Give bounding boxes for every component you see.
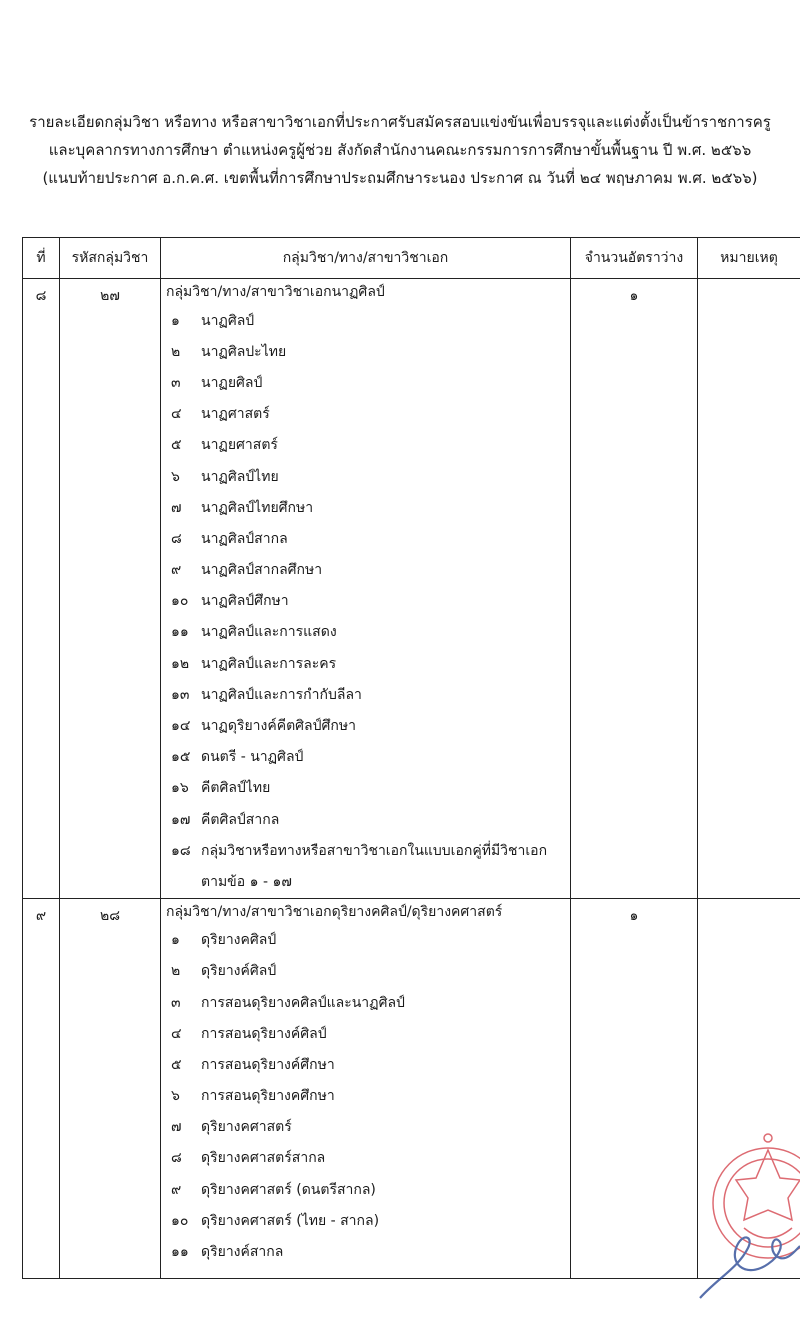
item-number: ๑๑: [161, 1241, 201, 1263]
list-item: [161, 1236, 570, 1267]
list-item: [161, 1174, 570, 1205]
item-number: ๗: [161, 497, 201, 519]
item-number: ๑๘: [161, 840, 201, 862]
item-number: ๘: [161, 1147, 201, 1169]
row-code: ๒๘: [60, 898, 161, 1278]
list-item: [161, 555, 570, 586]
row-subject: [161, 279, 571, 899]
row-code: ๒๗: [60, 279, 161, 899]
item-number: ๑๐: [161, 590, 201, 612]
list-item: [161, 430, 570, 461]
item-label: การสอนดุริยางค์ศิลป์: [201, 1023, 570, 1045]
item-number: ๑๓: [161, 684, 201, 706]
group-title: กลุ่มวิชา/ทาง/สาขาวิชาเอกดุริยางคศิลป์/ดุริยางคศาสตร์: [161, 899, 570, 925]
item-label: นาฏศาสตร์: [201, 403, 570, 425]
item-label: การสอนดุริยางค์ศึกษา: [201, 1054, 570, 1076]
item-number: ๓: [161, 372, 201, 394]
header-line-1: รายละเอียดกลุ่มวิชา หรือทาง หรือสาขาวิชาเอกที่ประกาศรับสมัครสอบแข่งขันเพื่อบรรจุและแต่งตั้งเป็นข้าราชการครู: [0, 108, 800, 136]
list-item: [161, 1143, 570, 1174]
list-item: [161, 1018, 570, 1049]
item-number: ๑๖: [161, 777, 201, 799]
header-no: ที่: [23, 238, 60, 279]
item-number: ๒: [161, 341, 201, 363]
item-label: นาฏศิลป์ไทย: [201, 466, 570, 488]
row-remarks: [698, 279, 800, 899]
item-label: นาฏดุริยางค์คีตศิลป์ศึกษา: [201, 715, 570, 737]
item-label: คีตศิลป์ไทย: [201, 777, 570, 799]
list-item: [161, 1205, 570, 1236]
seal-banner: [744, 1228, 792, 1238]
document-header: [0, 108, 800, 192]
list-item: [161, 492, 570, 523]
item-label: นาฏศิลปะไทย: [201, 341, 570, 363]
list-item: [161, 461, 570, 492]
table-header-row: [23, 238, 800, 279]
item-label: ดุริยางคศาสตร์สากล: [201, 1147, 570, 1169]
seal-outer-ring: [713, 1148, 800, 1258]
item-label: ดุริยางคศาสตร์: [201, 1116, 570, 1138]
item-label: นาฏยศิลป์: [201, 372, 570, 394]
item-label: ดนตรี - นาฏศิลป์: [201, 746, 570, 768]
list-item: [161, 1112, 570, 1143]
list-item: [161, 804, 570, 835]
item-number: ๙: [161, 559, 201, 581]
item-label: ดุริยางคศิลป์: [201, 929, 570, 951]
item-label: นาฏศิลป์ไทยศึกษา: [201, 497, 570, 519]
list-item: [161, 586, 570, 617]
list-item: [161, 987, 570, 1018]
header-vacancies: จำนวนอัตราว่าง: [571, 238, 698, 279]
item-number: ๕: [161, 1054, 201, 1076]
item-label: นาฏศิลป์และการแสดง: [201, 621, 570, 643]
seal-finial: [764, 1134, 772, 1142]
header-remarks: หมายเหตุ: [698, 238, 800, 279]
item-label: ดุริยางคศาสตร์ (ไทย - สากล): [201, 1210, 570, 1232]
list-item: [161, 336, 570, 367]
list-item: [161, 648, 570, 679]
seal-icon: [688, 1128, 800, 1314]
row-subject: [161, 898, 571, 1278]
item-number: ๑: [161, 310, 201, 332]
item-label: นาฏศิลป์และการกำกับลีลา: [201, 684, 570, 706]
item-number: ๑๑: [161, 621, 201, 643]
item-label: ดุริยางคศาสตร์ (ดนตรีสากล): [201, 1179, 570, 1201]
item-number: ๑๒: [161, 653, 201, 675]
seal-crest: [736, 1150, 800, 1220]
list-item: [161, 399, 570, 430]
group-title: กลุ่มวิชา/ทาง/สาขาวิชาเอกนาฏศิลป์: [161, 279, 570, 305]
list-item: [161, 617, 570, 648]
list-item: [161, 1081, 570, 1112]
list-item: [161, 1049, 570, 1080]
item-label: การสอนดุริยางคศึกษา: [201, 1085, 570, 1107]
row-vacancies: ๑: [571, 279, 698, 899]
item-number: ๑: [161, 929, 201, 951]
item-number: ๓: [161, 992, 201, 1014]
seal-emblem: [713, 1134, 800, 1258]
item-number: ๖: [161, 1085, 201, 1107]
list-item: [161, 710, 570, 741]
list-item: [161, 956, 570, 987]
item-label: คีตศิลป์สากล: [201, 809, 570, 831]
item-number: ๒: [161, 960, 201, 982]
item-label: นาฏศิลป์ศึกษา: [201, 590, 570, 612]
list-item: [161, 679, 570, 710]
signature-stroke: [700, 1237, 800, 1298]
list-item: [161, 523, 570, 554]
item-number: ๔: [161, 403, 201, 425]
table-row: [23, 898, 800, 1278]
item-label: นาฏศิลป์สากลศึกษา: [201, 559, 570, 581]
item-number: ๘: [161, 528, 201, 550]
header-line-2: และบุคลากรทางการศึกษา ตำแหน่งครูผู้ช่วย สังกัดสำนักงานคณะกรรมการการศึกษาขั้นพื้นฐาน ปี พ.ศ. ๒๕๖๖: [0, 136, 800, 164]
list-item: [161, 305, 570, 336]
item-number: ๔: [161, 1023, 201, 1045]
list-item: [161, 367, 570, 398]
header-subject: กลุ่มวิชา/ทาง/สาขาวิชาเอก: [161, 238, 571, 279]
item-label: นาฏยศาสตร์: [201, 434, 570, 456]
item-number: ๖: [161, 466, 201, 488]
table-row: [23, 279, 800, 899]
row-vacancies: ๑: [571, 898, 698, 1278]
item-number: ๗: [161, 1116, 201, 1138]
list-item-continuation: [161, 866, 570, 897]
list-item: [161, 925, 570, 956]
item-label: ตามข้อ ๑ - ๑๗: [161, 871, 570, 893]
item-number: ๕: [161, 434, 201, 456]
item-number: ๑๕: [161, 746, 201, 768]
item-label: นาฏศิลป์และการละคร: [201, 653, 570, 675]
row-no: ๘: [23, 279, 60, 899]
header-code: รหัสกลุ่มวิชา: [60, 238, 161, 279]
item-number: ๑๐: [161, 1210, 201, 1232]
official-seal-stamp: [688, 1128, 800, 1314]
item-label: กลุ่มวิชาหรือทางหรือสาขาวิชาเอกในแบบเอกคู่ที่มีวิชาเอก: [201, 840, 570, 862]
list-item: [161, 835, 570, 866]
item-number: ๑๗: [161, 809, 201, 831]
row-no: ๙: [23, 898, 60, 1278]
item-number: ๙: [161, 1179, 201, 1201]
item-label: ดุริยางค์สากล: [201, 1241, 570, 1263]
item-label: ดุริยางค์ศิลป์: [201, 960, 570, 982]
item-number: ๑๔: [161, 715, 201, 737]
item-label: การสอนดุริยางคศิลป์และนาฏศิลป์: [201, 992, 570, 1014]
list-item: [161, 773, 570, 804]
item-label: นาฏศิลป์: [201, 310, 570, 332]
item-label: นาฏศิลป์สากล: [201, 528, 570, 550]
header-line-3: (แนบท้ายประกาศ อ.ก.ค.ศ. เขตพื้นที่การศึกษาประถมศึกษาระนอง ประกาศ ณ วันที่ ๒๔ พฤษภาคม พ.ศ. ๒๕๖๖): [0, 164, 800, 192]
list-item: [161, 742, 570, 773]
subjects-table: [22, 237, 800, 1279]
